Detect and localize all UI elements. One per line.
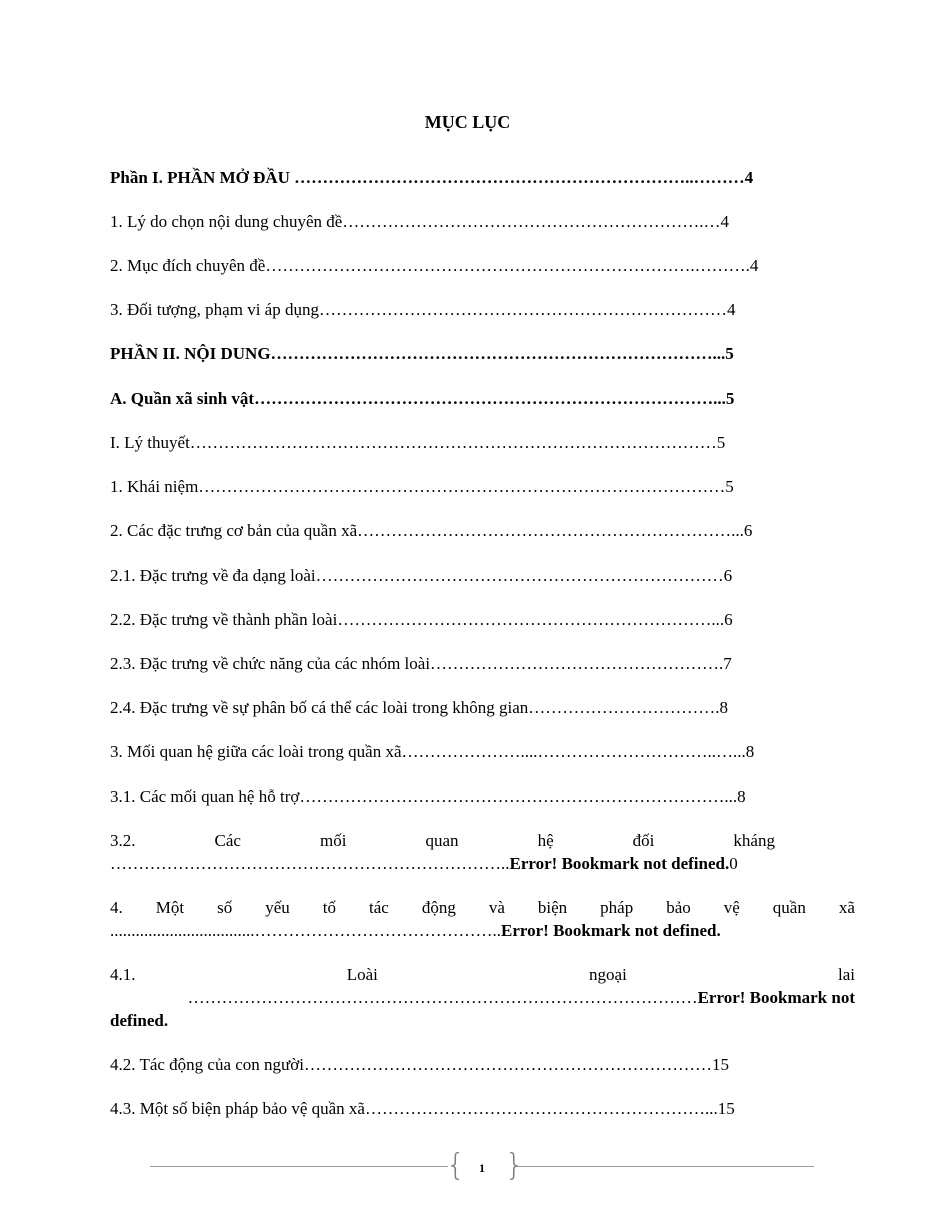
toc-entry-3: 3. Đối tượng, phạm vi áp dụng………………………………………………………………4 bbox=[110, 300, 736, 319]
toc-entry-a: A. Quần xã sinh vật………………………………………………………………………...5 bbox=[110, 389, 735, 408]
footer-right-brace-icon: } bbox=[505, 1148, 525, 1183]
toc-entry-1-khai-niem: 1. Khái niệm…………………………………………………………………………………5 bbox=[110, 477, 734, 496]
toc-entry-4-cont: ..................................……………………………………..Error! Bookmark not defined. bbox=[110, 921, 721, 940]
toc-entry-2-1: 2.1. Đặc trưng về đa dạng loài………………………………………………………………6 bbox=[110, 566, 733, 585]
toc-entry-4-words: 4. Một số yếu tố tác động và biện pháp bảo vệ quần xã bbox=[110, 898, 855, 917]
toc-entry-2-4: 2.4. Đặc trưng về sự phân bố cá thể các loài trong không gian…………………………….8 bbox=[110, 698, 729, 717]
toc-entry-4-3: 4.3. Một số biện pháp bảo vệ quần xã……………………………………………………...15 bbox=[110, 1099, 735, 1118]
bookmark-error: Error! Bookmark not defined. bbox=[509, 854, 730, 873]
footer-rule-right bbox=[517, 1166, 814, 1167]
toc-entry-2-3: 2.3. Đặc trưng về chức năng của các nhóm loài…………………………………………….7 bbox=[110, 654, 732, 673]
footer-left-brace-icon: { bbox=[446, 1148, 466, 1183]
toc-entry-4-1-words: 4.1. Loài ngoại lai bbox=[110, 965, 855, 984]
bookmark-error: Error! Bookmark not bbox=[697, 988, 855, 1007]
toc-entry-4-1-cont: ………………………………………………………………………………Error! Bookmark not bbox=[187, 988, 855, 1007]
footer-rule-left bbox=[150, 1166, 448, 1167]
toc-title: MỤC LỤC bbox=[424, 112, 511, 132]
toc-entry-part-1: Phần I. PHẦN MỞ ĐẦU ……………………………………………………………..………4 bbox=[110, 168, 754, 187]
toc-entry-part-2: PHẦN II. NỘI DUNG……………………………………………………………………...5 bbox=[110, 344, 734, 363]
toc-entry-2-dac-trung: 2. Các đặc trưng cơ bản của quần xã…………………………………………………………...6 bbox=[110, 521, 753, 540]
toc-entry-3-2-words: 3.2. Các mối quan hệ đối kháng bbox=[110, 831, 775, 850]
toc-entry-2: 2. Mục đích chuyên đề………………………………………………………………….……….4 bbox=[110, 256, 759, 275]
toc-entry-3-moi-quan-he: 3. Mối quan hệ giữa các loài trong quần xã…………………....…………………………..…...8 bbox=[110, 742, 755, 761]
toc-entry-1: 1. Lý do chọn nội dung chuyên đề……………………………………………………….…4 bbox=[110, 212, 730, 231]
toc-entry-3-1: 3.1. Các mối quan hệ hỗ trợ…………………………………………………………………...8 bbox=[110, 787, 746, 806]
toc-entry-4-2: 4.2. Tác động của con người………………………………………………………………15 bbox=[110, 1055, 729, 1074]
bookmark-error: Error! Bookmark not defined. bbox=[501, 921, 721, 940]
toc-entry-3-2-cont: ……………………………………………………………..Error! Bookmark not defined.0 bbox=[110, 854, 738, 873]
toc-entry-2-2: 2.2. Đặc trưng về thành phần loài…………………………………………………………...6 bbox=[110, 610, 733, 629]
toc-entry-i: I. Lý thuyết…………………………………………………………………………………5 bbox=[110, 433, 726, 452]
page-number: 1 bbox=[479, 1161, 485, 1175]
toc-entry-4-1-cont2: defined. bbox=[110, 1011, 169, 1030]
